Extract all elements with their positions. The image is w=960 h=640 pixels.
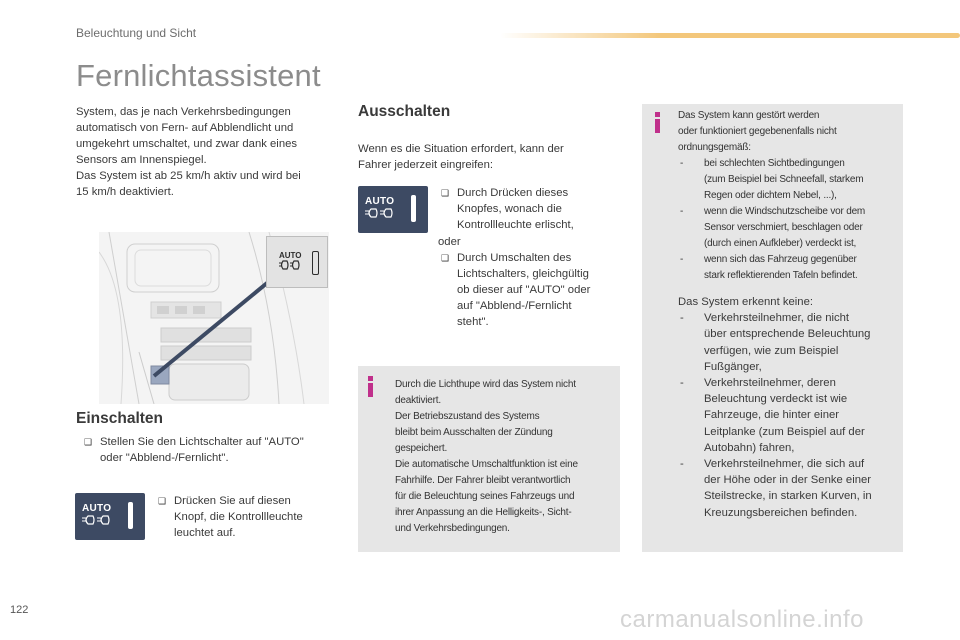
item-line: - Verkehrsteilnehmer, die nicht — [704, 312, 850, 325]
item-line: - wenn die Windschutzscheibe vor dem — [704, 206, 866, 217]
indicator-icon — [128, 502, 133, 529]
einschalten-heading: Einschalten — [76, 410, 163, 427]
info-line: Der Betriebszustand des Systems — [395, 411, 540, 422]
step-line: Knopfes, wonach die — [457, 203, 562, 215]
intro-paragraph — [76, 104, 332, 200]
info-line: ihrer Anpassung an die Helligkeits-, Sicht- — [395, 507, 572, 518]
list-item — [678, 156, 902, 204]
intro-line: Fahrer jederzeit eingreifen: — [358, 159, 494, 172]
item-line: Autobahn) fahren, — [704, 441, 795, 454]
intro-line: System, das je nach Verkehrsbedingungen — [76, 106, 291, 118]
item-line: (zum Beispiel bei Schneefall, starkem — [704, 174, 864, 185]
info-line: gespeichert. — [395, 443, 448, 454]
step-line: Knopf, die Kontrollleuchte — [174, 511, 303, 523]
indicator-icon — [312, 251, 319, 275]
info-box-right — [642, 104, 903, 552]
item-line: - wenn sich das Fahrzeug gegenüber — [704, 254, 857, 265]
page-number: 122 — [10, 604, 29, 616]
item-line: Steilstrecke, in starken Kurven, in — [704, 490, 872, 503]
item-line: über entsprechende Beleuchtung — [704, 328, 871, 341]
intro-line: Sensors am Innenspiegel. — [76, 154, 207, 166]
info-line: Die automatische Umschaltfunktion ist eine — [395, 459, 578, 470]
auto-button-image — [75, 493, 145, 540]
list-item — [678, 456, 900, 521]
oder-text: oder — [438, 236, 461, 248]
item-line: Fahrzeuge, die hinter einer — [704, 409, 840, 422]
step-line: ob dieser auf "AUTO" oder — [457, 284, 591, 296]
info-text — [395, 377, 617, 537]
info-line: Durch die Lichthupe wird das System nicht — [395, 379, 576, 390]
ausschalten-step-1 — [441, 185, 621, 233]
intro-line: automatisch von Fern- auf Abblendlicht und — [76, 122, 294, 134]
item-line: Beleuchtung verdeckt ist wie — [704, 393, 848, 406]
item-line: Fußgänger, — [704, 360, 762, 373]
item-line: Regen oder dichtem Nebel, ...), — [704, 190, 837, 201]
auto-label: AUTO — [279, 251, 302, 260]
step-line: auf "Abblend-/Fernlicht — [457, 300, 572, 312]
step-line: Drücken Sie auf diesen — [174, 495, 291, 507]
watermark: carmanualsonline.info — [620, 606, 864, 633]
auto-label: AUTO — [365, 196, 395, 207]
item-line: der Höhe oder in der Senke einer — [704, 474, 872, 487]
step-line: oder "Abblend-/Fernlicht". — [100, 452, 229, 464]
list-item — [678, 252, 902, 284]
item-line: - Verkehrsteilnehmer, die sich auf — [704, 458, 865, 471]
item-line: (durch einen Aufkleber) verdeckt ist, — [704, 238, 857, 249]
info-line: oder funktioniert gegebenenfalls nicht — [678, 126, 837, 137]
ausschalten-intro — [358, 141, 608, 173]
disturbance-list — [678, 156, 902, 284]
checkbox-bullet-icon: ❑ — [441, 253, 450, 263]
item-line: Leitplanke (zum Beispiel auf der — [704, 425, 865, 438]
item-line: Sensor verschmiert, beschlagen oder — [704, 222, 863, 233]
item-line: - Verkehrsteilnehmer, deren — [704, 377, 836, 390]
intro-line: umgekehrt umschaltet, und zwar dank eines — [76, 138, 298, 150]
high-beam-icon — [82, 515, 112, 525]
ausschalten-heading: Ausschalten — [358, 103, 451, 120]
item-line: verfügen, wie zum Beispiel — [704, 344, 839, 357]
checkbox-bullet-icon: ❑ — [441, 188, 450, 198]
info-line: für die Beleuchtung seines Fahrzeugs und — [395, 491, 575, 502]
info-icon — [655, 112, 660, 133]
detection-intro: Das System erkennt keine: — [678, 296, 813, 308]
checkbox-bullet-icon: ❑ — [158, 496, 167, 506]
step-line: Kontrollleuchte erlischt, — [457, 219, 574, 231]
auto-button-image — [358, 186, 428, 233]
step-line: Durch Umschalten des — [457, 252, 572, 264]
indicator-icon — [411, 195, 416, 222]
info-line: deaktiviert. — [395, 395, 441, 406]
step-line: Lichtschalters, gleichgültig — [457, 268, 589, 280]
info-icon — [368, 376, 373, 397]
detection-list — [678, 310, 900, 521]
info-line: Das System kann gestört werden — [678, 110, 820, 121]
info-line: ordnungsgemäß: — [678, 142, 751, 153]
step-line: Stellen Sie den Lichtschalter auf "AUTO" — [100, 436, 304, 448]
intro-line: Das System ist ab 25 km/h aktiv und wird bei — [76, 170, 301, 182]
step-line: leuchtet auf. — [174, 527, 236, 539]
auto-label: AUTO — [82, 503, 112, 514]
high-beam-icon — [279, 260, 301, 270]
high-beam-icon — [365, 208, 395, 218]
step-line: steht". — [457, 316, 489, 328]
checkbox-bullet-icon: ❑ — [84, 437, 93, 447]
info-line: und Verkehrsbedingungen. — [395, 523, 510, 534]
item-line: - bei schlechten Sichtbedingungen — [704, 158, 845, 169]
info-line: bleibt beim Ausschalten der Zündung — [395, 427, 553, 438]
intro-line: 15 km/h deaktiviert. — [76, 186, 174, 198]
section-header: Beleuchtung und Sicht — [76, 26, 197, 40]
einschalten-step-1 — [84, 434, 344, 466]
header-rule — [500, 33, 960, 38]
info-box-middle — [358, 366, 620, 552]
list-item — [678, 375, 900, 456]
button-callout — [266, 236, 328, 288]
item-line: Kreuzungsbereichen befinden. — [704, 506, 858, 519]
item-line: stark reflektierenden Tafeln befindet. — [704, 270, 858, 281]
einschalten-step-2 — [158, 493, 328, 541]
page-title: Fernlichtassistent — [76, 58, 321, 93]
ausschalten-step-2 — [441, 250, 621, 330]
detection-limits — [678, 294, 900, 521]
intro-line: Wenn es die Situation erfordert, kann der — [358, 143, 564, 155]
info-text — [678, 108, 902, 284]
list-item — [678, 310, 900, 375]
info-line: Fahrhilfe. Der Fahrer bleibt verantwortlich — [395, 475, 571, 486]
list-item — [678, 204, 902, 252]
step-line: Durch Drücken dieses — [457, 187, 569, 199]
